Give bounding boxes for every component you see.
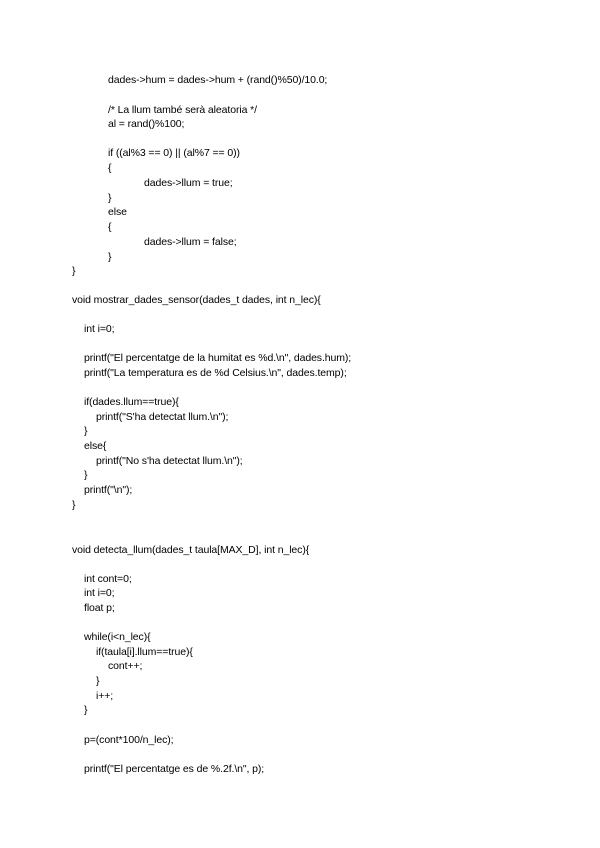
code-line: printf("S'ha detectat llum.\n"); (96, 411, 229, 423)
code-line: } (72, 265, 76, 277)
code-line: printf("El percentatge es de %.2f.\n", p); (84, 763, 265, 775)
code-line: int i=0; (84, 587, 115, 599)
code-line: printf("La temperatura es de %d Celsius.\n", dades.temp); (84, 367, 347, 379)
code-line: dades->hum = dades->hum + (rand()%50)/10.0; (108, 74, 328, 86)
code-line: } (84, 425, 88, 437)
code-line: printf("No s'ha detectat llum.\n"); (96, 455, 243, 467)
code-line: i++; (96, 690, 114, 702)
code-line: al = rand()%100; (108, 118, 185, 130)
code-line: } (84, 469, 88, 481)
code-line: dades->llum = true; (144, 177, 233, 189)
code-line: } (108, 192, 112, 204)
code-line: if(dades.llum==true){ (84, 396, 179, 408)
code-line: { (108, 162, 112, 174)
code-line: int i=0; (84, 323, 115, 335)
code-line: while(i<n_lec){ (84, 631, 151, 643)
code-line: cont++; (108, 660, 143, 672)
code-line: else{ (84, 440, 107, 452)
code-line: if ((al%3 == 0) || (al%7 == 0)) (108, 147, 240, 159)
code-line: printf("El percentatge de la humitat es %d.\n", dades.hum); (84, 352, 352, 364)
code-line: if(taula[i].llum==true){ (96, 646, 193, 658)
code-line: printf("\n"); (84, 484, 133, 496)
code-line: void mostrar_dades_sensor(dades_t dades, int n_lec){ (72, 294, 321, 306)
code-line: } (96, 675, 100, 687)
code-line: p=(cont*100/n_lec); (84, 734, 174, 746)
code-line: { (108, 221, 112, 233)
code-line: void detecta_llum(dades_t taula[MAX_D], int n_lec){ (72, 544, 310, 556)
code-line: } (84, 704, 88, 716)
code-line: int cont=0; (84, 573, 132, 585)
code-line: else (108, 206, 127, 218)
code-line: /* La llum també serà aleatoria */ (108, 104, 257, 116)
code-line: float p; (84, 602, 115, 614)
code-line: dades->llum = false; (144, 236, 237, 248)
code-line: } (72, 499, 76, 511)
code-line: } (108, 251, 112, 263)
